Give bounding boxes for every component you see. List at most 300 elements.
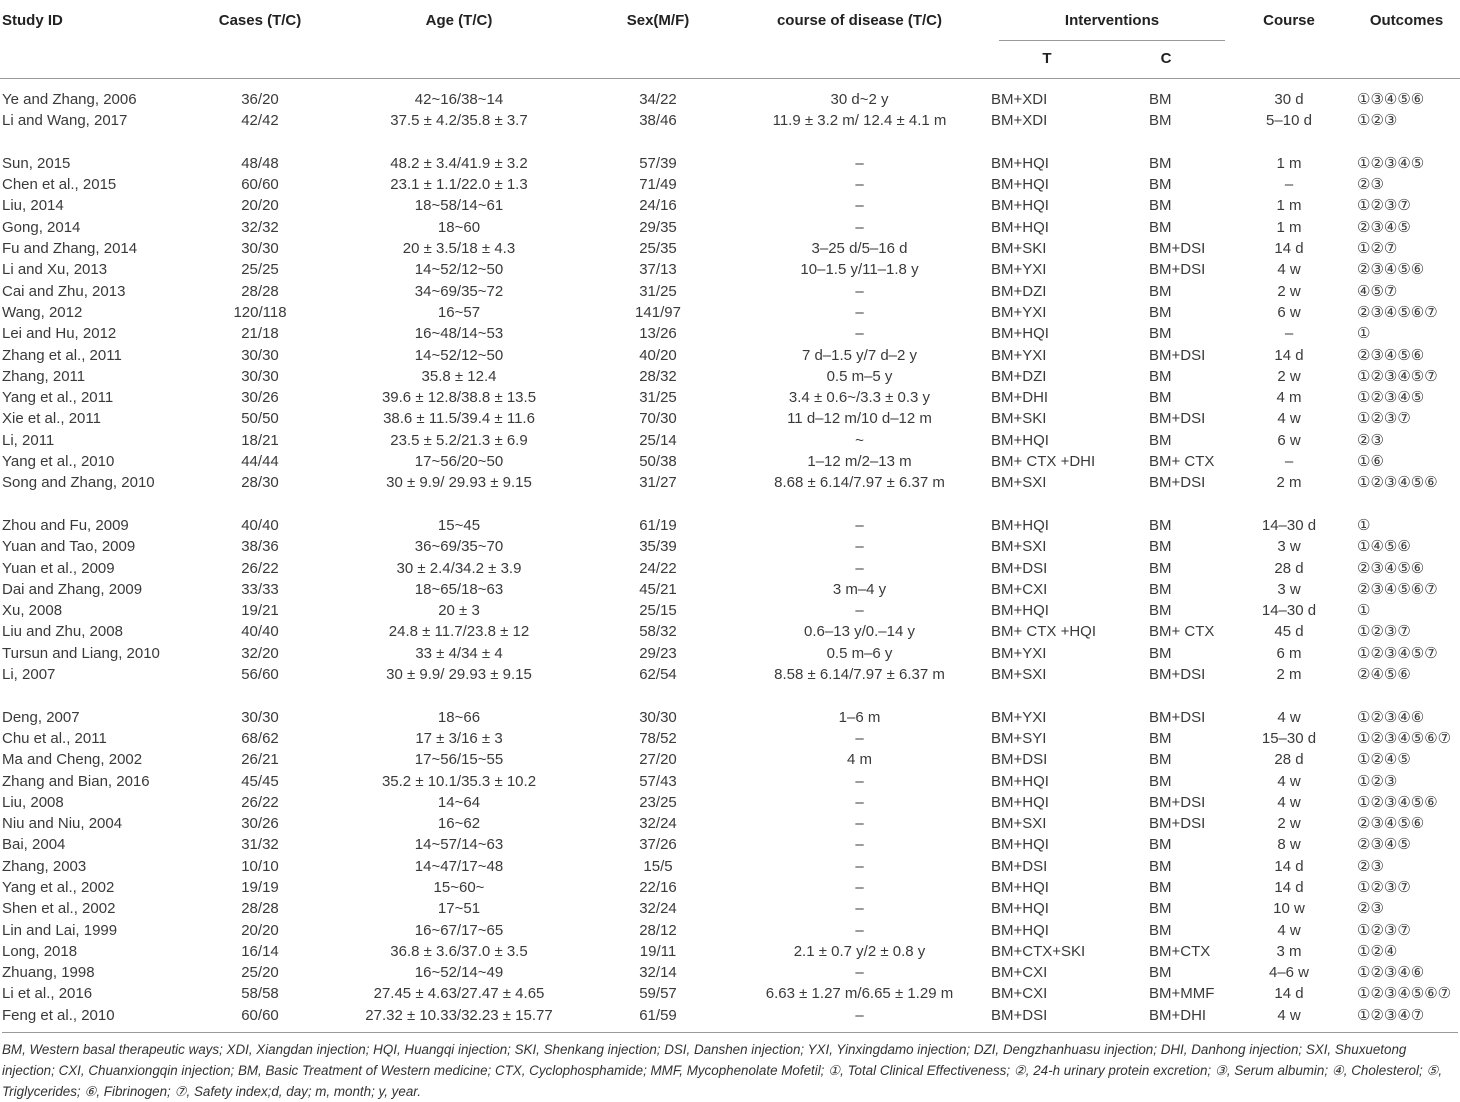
cell-intervention-c: BM+DSI (1149, 793, 1206, 811)
cell-cases: 120/118 (233, 303, 287, 321)
cell-cases: 16/14 (241, 942, 279, 960)
cell-course-of-disease: 1–6 m (838, 708, 881, 726)
cell-cases: 26/21 (241, 751, 279, 769)
cell-cases: 25/25 (241, 261, 279, 279)
cell-course-of-disease: – (855, 1006, 864, 1024)
cell-outcomes: ①②③④⑤⑦ (1357, 367, 1438, 385)
cell-age: 14~47/17~48 (414, 857, 504, 875)
table-row (0, 643, 1460, 664)
cell-course: – (1284, 176, 1294, 194)
cell-outcomes: ①②③⑦ (1357, 197, 1411, 215)
cell-age: 16~52/14~49 (414, 964, 504, 982)
cell-course: 15–30 d (1261, 729, 1317, 747)
cell-intervention-t: BM+DHI (991, 389, 1049, 407)
cell-age: 36~69/35~70 (414, 538, 504, 556)
table-row (0, 856, 1460, 877)
cell-cases: 31/32 (241, 836, 279, 854)
cell-study-id: Zhuang, 1998 (2, 964, 95, 982)
cell-intervention-t: BM+ CTX +DHI (991, 453, 1096, 471)
table-header (0, 0, 1460, 89)
cell-intervention-c: BM (1149, 878, 1172, 896)
cell-age: 18~65/18~63 (414, 580, 504, 598)
table-row (0, 962, 1460, 983)
cell-course: 28 d (1274, 751, 1304, 769)
cell-intervention-c: BM+CTX (1149, 942, 1211, 960)
table-row (0, 323, 1460, 344)
cell-intervention-t: BM+DSI (991, 857, 1048, 875)
cell-sex: 70/30 (639, 410, 677, 428)
cell-sex: 15/5 (643, 857, 673, 875)
cell-intervention-t: BM+HQI (991, 176, 1049, 194)
cell-outcomes: ②③ (1357, 900, 1384, 918)
cell-intervention-t: BM+HQI (991, 793, 1049, 811)
cell-course-of-disease: – (855, 836, 864, 854)
table-row (0, 664, 1460, 707)
cell-sex: 32/24 (639, 815, 677, 833)
cell-outcomes: ①⑥ (1357, 453, 1384, 471)
cell-age: 30 ± 9.9/ 29.93 ± 9.15 (386, 474, 532, 492)
cell-course-of-disease: – (855, 900, 864, 918)
cell-sex: 78/52 (639, 729, 677, 747)
cell-course: 4 w (1277, 261, 1301, 279)
cell-course: 4 w (1277, 793, 1301, 811)
cell-intervention-c: BM+DSI (1149, 346, 1206, 364)
cell-course-of-disease: 30 d~2 y (830, 91, 889, 108)
cell-course: 2 w (1277, 367, 1301, 385)
cell-intervention-c: BM+ CTX (1149, 623, 1215, 641)
cell-course-of-disease: – (855, 921, 864, 939)
table-row (0, 366, 1460, 387)
cell-outcomes: ①④⑤⑥ (1357, 538, 1411, 556)
cell-intervention-t: BM+SXI (991, 474, 1047, 492)
cell-intervention-c: BM (1149, 325, 1172, 343)
cell-course: 5–10 d (1266, 112, 1312, 130)
cell-sex: 35/39 (639, 538, 677, 556)
cell-outcomes: ①②③④⑦ (1357, 1006, 1425, 1024)
cell-course: 2 m (1276, 474, 1302, 492)
cell-outcomes: ②③ (1357, 857, 1384, 875)
table-row (0, 621, 1460, 642)
cell-sex: 13/26 (639, 325, 677, 343)
cell-sex: 37/26 (639, 836, 677, 854)
cell-sex: 30/30 (639, 708, 677, 726)
cell-age: 16~67/17~65 (414, 921, 504, 939)
cell-sex: 28/32 (639, 367, 677, 385)
cell-cases: 30/30 (241, 240, 279, 258)
table-row (0, 195, 1460, 216)
cell-cases: 50/50 (241, 410, 279, 428)
cell-intervention-t: BM+HQI (991, 921, 1049, 939)
cell-study-id: Li, 2011 (2, 431, 55, 449)
cell-sex: 71/49 (639, 176, 677, 194)
cell-study-id: Long, 2018 (2, 942, 78, 960)
cell-age: 14~52/12~50 (414, 261, 504, 279)
cell-course-of-disease: – (855, 325, 864, 343)
cell-study-id: Niu and Niu, 2004 (2, 815, 123, 833)
cell-course: – (1284, 325, 1294, 343)
cell-course-of-disease: 3–25 d/5–16 d (811, 240, 908, 258)
cell-cases: 32/20 (241, 644, 279, 662)
cell-age: 24.8 ± 11.7/23.8 ± 12 (388, 623, 530, 641)
cell-intervention-c: BM (1149, 431, 1172, 449)
cell-sex: 59/57 (639, 985, 677, 1003)
cell-age: 39.6 ± 12.8/38.8 ± 13.5 (381, 389, 537, 407)
cell-age: 48.2 ± 3.4/41.9 ± 3.2 (390, 154, 528, 172)
header-course-of-disease: course of disease (T/C) (776, 12, 943, 29)
cell-outcomes: ①②③④⑤⑥⑦ (1357, 729, 1452, 747)
cell-course-of-disease: 8.68 ± 6.14/7.97 ± 6.37 m (774, 474, 945, 492)
cell-course-of-disease: 2.1 ± 0.7 y/2 ± 0.8 y (793, 942, 926, 960)
cell-course-of-disease: 11.9 ± 3.2 m/ 12.4 ± 4.1 m (772, 112, 947, 130)
cell-cases: 26/22 (241, 559, 279, 577)
cell-cases: 20/20 (241, 921, 279, 939)
cell-course: 4–6 w (1268, 964, 1310, 982)
cell-intervention-c: BM (1149, 516, 1172, 534)
cell-sex: 32/24 (639, 900, 677, 918)
cell-study-id: Bai, 2004 (2, 836, 66, 854)
table-row (0, 941, 1460, 962)
cell-intervention-t: BM+HQI (991, 154, 1049, 172)
cell-course: 4 w (1277, 772, 1301, 790)
cell-sex: 31/25 (639, 282, 677, 300)
cell-study-id: Yang et al., 2011 (2, 389, 114, 407)
cell-course: 4 w (1277, 921, 1301, 939)
cell-age: 14~57/14~63 (414, 836, 504, 854)
cell-outcomes: ①②③ (1357, 772, 1398, 790)
cell-age: 35.8 ± 12.4 (421, 367, 497, 385)
cell-age: 23.5 ± 5.2/21.3 ± 6.9 (390, 431, 528, 449)
cell-intervention-t: BM+YXI (991, 261, 1047, 279)
cell-study-id: Yang et al., 2010 (2, 453, 115, 471)
cell-course: 1 m (1276, 197, 1302, 215)
cell-intervention-c: BM (1149, 644, 1172, 662)
cell-study-id: Li and Wang, 2017 (2, 112, 128, 130)
cell-course-of-disease: – (855, 793, 864, 811)
cell-course: 14 d (1274, 878, 1304, 896)
cell-age: 16~57 (437, 303, 481, 321)
cell-age: 30 ± 9.9/ 29.93 ± 9.15 (386, 666, 532, 684)
cell-course: 1 m (1276, 154, 1302, 172)
cell-intervention-t: BM+ CTX +HQI (991, 623, 1097, 641)
cell-course: 6 w (1277, 303, 1301, 321)
cell-course-of-disease: 3.4 ± 0.6~/3.3 ± 0.3 y (788, 389, 931, 407)
cell-age: 33 ± 4/34 ± 4 (415, 644, 503, 662)
cell-intervention-t: BM+DSI (991, 751, 1048, 769)
cell-course: 30 d (1274, 91, 1304, 108)
cell-cases: 33/33 (241, 580, 279, 598)
cell-sex: 58/32 (639, 623, 677, 641)
cell-course: 14 d (1274, 985, 1304, 1003)
cell-age: 34~69/35~72 (414, 282, 504, 300)
cell-study-id: Dai and Zhang, 2009 (2, 580, 143, 598)
cell-intervention-c: BM+DSI (1149, 410, 1206, 428)
table-row (0, 430, 1460, 451)
cell-intervention-t: BM+HQI (991, 431, 1049, 449)
cell-intervention-c: BM (1149, 303, 1172, 321)
cell-outcomes: ②③ (1357, 176, 1384, 194)
cell-cases: 30/30 (241, 367, 279, 385)
cell-age: 20 ± 3 (438, 602, 480, 620)
cell-course-of-disease: 0.6–13 y/0.–14 y (804, 623, 915, 641)
cell-cases: 30/26 (241, 389, 279, 407)
cell-course: 3 m (1276, 942, 1302, 960)
cell-age: 27.32 ± 10.33/32.23 ± 15.77 (365, 1006, 553, 1024)
cell-cases: 26/22 (241, 793, 279, 811)
cell-cases: 30/30 (241, 708, 279, 726)
cell-sex: 29/23 (639, 644, 677, 662)
cell-course: 4 w (1277, 1006, 1301, 1024)
cell-outcomes: ①②③⑦ (1357, 878, 1411, 896)
cell-course: 6 w (1277, 431, 1301, 449)
cell-outcomes: ①②③⑦ (1357, 410, 1411, 428)
cell-sex: 57/43 (639, 772, 677, 790)
cell-course: – (1284, 453, 1294, 471)
table-row (0, 281, 1460, 302)
cell-sex: 31/27 (639, 474, 677, 492)
cell-outcomes: ①②⑦ (1357, 240, 1398, 258)
cell-outcomes: ① (1357, 325, 1371, 343)
cell-outcomes: ①③④⑤⑥ (1357, 91, 1425, 108)
cell-study-id: Zhang, 2011 (2, 367, 86, 385)
cell-course: 14 d (1274, 857, 1304, 875)
cell-course-of-disease: 0.5 m–5 y (826, 367, 893, 385)
cell-sex: 31/25 (639, 389, 677, 407)
cell-study-id: Feng et al., 2010 (2, 1006, 115, 1024)
cell-age: 16~62 (437, 815, 481, 833)
cell-age: 15~45 (437, 516, 481, 534)
cell-cases: 42/42 (241, 112, 279, 130)
cell-course-of-disease: 7 d–1.5 y/7 d–2 y (801, 346, 918, 364)
cell-sex: 37/13 (639, 261, 677, 279)
cell-cases: 25/20 (241, 964, 279, 982)
table-row (0, 813, 1460, 834)
cell-age: 18~60 (437, 218, 481, 236)
cell-course: 45 d (1274, 623, 1304, 641)
table-row (0, 771, 1460, 792)
table-row (0, 472, 1460, 515)
cell-cases: 38/36 (241, 538, 279, 556)
cell-age: 17 ± 3/16 ± 3 (415, 729, 503, 747)
cell-study-id: Gong, 2014 (2, 218, 81, 236)
cell-intervention-t: BM+HQI (991, 197, 1049, 215)
cell-age: 30 ± 2.4/34.2 ± 3.9 (396, 559, 522, 577)
table-row (0, 1005, 1460, 1026)
cell-course: 2 w (1277, 815, 1301, 833)
cell-study-id: Liu, 2008 (2, 793, 64, 811)
cell-study-id: Lin and Lai, 1999 (2, 921, 118, 939)
table-row (0, 217, 1460, 238)
cell-cases: 60/60 (241, 176, 279, 194)
cell-course-of-disease: 0.5 m–6 y (826, 644, 893, 662)
cell-outcomes: ②④⑤⑥ (1357, 666, 1411, 684)
table-row (0, 898, 1460, 919)
cell-intervention-t: BM+YXI (991, 346, 1047, 364)
cell-sex: 40/20 (639, 346, 677, 364)
cell-sex: 38/46 (639, 112, 677, 130)
cell-course-of-disease: – (855, 815, 864, 833)
cell-study-id: Ma and Cheng, 2002 (2, 751, 143, 769)
cell-outcomes: ①②④⑤ (1357, 751, 1411, 769)
cell-intervention-c: BM (1149, 772, 1172, 790)
header-sex: Sex(M/F) (626, 12, 690, 29)
cell-age: 27.45 ± 4.63/27.47 ± 4.65 (373, 985, 545, 1003)
cell-age: 18~66 (437, 708, 481, 726)
cell-intervention-t: BM+YXI (991, 644, 1047, 662)
cell-cases: 21/18 (241, 325, 279, 343)
cell-intervention-t: BM+CXI (991, 580, 1048, 598)
table-row (0, 749, 1460, 770)
table-row (0, 707, 1460, 728)
cell-cases: 45/45 (241, 772, 279, 790)
cell-sex: 22/16 (639, 878, 677, 896)
cell-intervention-c: BM+DSI (1149, 666, 1206, 684)
cell-age: 36.8 ± 3.6/37.0 ± 3.5 (390, 942, 528, 960)
cell-intervention-t: BM+HQI (991, 325, 1049, 343)
cell-age: 17~56/15~55 (414, 751, 504, 769)
header-interventions-label: Interventions (999, 12, 1225, 41)
table-row (0, 536, 1460, 557)
cell-age: 14~52/12~50 (414, 346, 504, 364)
cell-outcomes: ①②③⑦ (1357, 921, 1411, 939)
cell-outcomes: ①②③④⑥ (1357, 964, 1425, 982)
cell-course: 2 m (1276, 666, 1302, 684)
cell-course-of-disease: 8.58 ± 6.14/7.97 ± 6.37 m (774, 666, 945, 684)
cell-study-id: Cai and Zhu, 2013 (2, 282, 126, 300)
cell-intervention-t: BM+HQI (991, 516, 1049, 534)
cell-intervention-c: BM (1149, 538, 1172, 556)
cell-intervention-t: BM+XDI (991, 112, 1048, 130)
cell-study-id: Ye and Zhang, 2006 (2, 91, 137, 108)
cell-study-id: Chen et al., 2015 (2, 176, 117, 194)
cell-age: 37.5 ± 4.2/35.8 ± 3.7 (390, 112, 528, 130)
cell-intervention-c: BM (1149, 580, 1172, 598)
cell-study-id: Wang, 2012 (2, 303, 83, 321)
cell-course: 3 w (1277, 580, 1301, 598)
table-row (0, 408, 1460, 429)
cell-cases: 30/30 (241, 346, 279, 364)
cell-sex: 32/14 (639, 964, 677, 982)
cell-course-of-disease: – (855, 176, 864, 194)
cell-study-id: Shen et al., 2002 (2, 900, 116, 918)
cell-age: 18~58/14~61 (414, 197, 504, 215)
cell-outcomes: ②③ (1357, 431, 1384, 449)
cell-intervention-t: BM+DSI (991, 559, 1048, 577)
cell-sex: 50/38 (639, 453, 677, 471)
cell-intervention-t: BM+SKI (991, 410, 1047, 428)
cell-course: 14–30 d (1261, 602, 1317, 620)
cell-study-id: Li et al., 2016 (2, 985, 93, 1003)
table-row (0, 834, 1460, 855)
header-age: Age (T/C) (425, 12, 493, 29)
cell-sex: 25/15 (639, 602, 677, 620)
cell-outcomes: ①②③⑦ (1357, 623, 1411, 641)
cell-intervention-c: BM (1149, 197, 1172, 215)
table-footnote: BM, Western basal therapeutic ways; XDI, Xiangdan injection; HQI, Huangqi injection; SKI, Shenkang injection; DSI, Danshen injection; YXI, Yinxingdamo injection; DZI, Dengzhanhuasu injection; DHI, Danhong injection; SXI, Shuxuetong injection; CXI, Chuanxiongqin injection; BM, Basic Treatment of Western medicine; CTX, Cyclophosphamide; MMF, Mycophenolate Mofetil; ①, Total Clinical Effectiveness; ②, 24-h urinary protein excretion; ③, Serum albumin; ④, Cholesterol; ⑤, Triglycerides; ⑥, Fibrinogen; ⑦, Safety index;d, day; m, month; y, year. (2, 1032, 1458, 1102)
cell-study-id: Yuan and Tao, 2009 (2, 538, 136, 556)
cell-course: 14–30 d (1261, 516, 1317, 534)
table-row (0, 515, 1460, 536)
cell-course-of-disease: – (855, 602, 864, 620)
cell-course: 4 w (1277, 708, 1301, 726)
cell-sex: 34/22 (639, 91, 677, 108)
cell-intervention-c: BM (1149, 282, 1172, 300)
cell-course-of-disease: – (855, 154, 864, 172)
cell-study-id: Lei and Hu, 2012 (2, 325, 117, 343)
cell-intervention-t: BM+XDI (991, 91, 1048, 108)
cell-course-of-disease: 1–12 m/2–13 m (807, 453, 912, 471)
cell-course: 10 w (1273, 900, 1305, 918)
cell-outcomes: ②③④⑤⑥⑦ (1357, 580, 1438, 598)
cell-outcomes: ①②③④⑤⑥⑦ (1357, 985, 1452, 1003)
cell-outcomes: ① (1357, 516, 1371, 534)
cell-intervention-t: BM+DZI (991, 367, 1047, 385)
cell-cases: 18/21 (241, 431, 279, 449)
cell-sex: 19/11 (639, 942, 677, 960)
cell-outcomes: ②③④⑤⑥ (1357, 815, 1425, 833)
cell-intervention-c: BM (1149, 112, 1172, 130)
cell-study-id: Song and Zhang, 2010 (2, 474, 155, 492)
cell-intervention-c: BM+ CTX (1149, 453, 1215, 471)
cell-study-id: Tursun and Liang, 2010 (2, 644, 160, 662)
cell-outcomes: ①②③ (1357, 112, 1398, 130)
cell-course-of-disease: – (855, 964, 864, 982)
cell-course-of-disease: – (855, 857, 864, 875)
table-row (0, 302, 1460, 323)
cell-outcomes: ②③④⑤ (1357, 836, 1411, 854)
cell-intervention-c: BM (1149, 559, 1172, 577)
table-row (0, 259, 1460, 280)
table-row (0, 579, 1460, 600)
cell-age: 35.2 ± 10.1/35.3 ± 10.2 (381, 772, 537, 790)
cell-cases: 19/21 (241, 602, 279, 620)
cell-sex: 25/14 (639, 431, 677, 449)
table-row (0, 174, 1460, 195)
cell-intervention-t: BM+DSI (991, 1006, 1048, 1024)
cell-sex: 25/35 (639, 240, 677, 258)
header-cases: Cases (T/C) (218, 12, 302, 29)
cell-intervention-t: BM+CTX+SKI (991, 942, 1086, 960)
cell-sex: 28/12 (639, 921, 677, 939)
cell-intervention-c: BM (1149, 729, 1172, 747)
table-row (0, 387, 1460, 408)
cell-outcomes: ①②③④⑥ (1357, 708, 1425, 726)
cell-outcomes: ①②③④⑤⑦ (1357, 644, 1438, 662)
cell-age: 23.1 ± 1.1/22.0 ± 1.3 (390, 176, 528, 194)
header-course: Course (1263, 12, 1315, 29)
cell-intervention-c: BM (1149, 751, 1172, 769)
cell-intervention-c: BM (1149, 921, 1172, 939)
cell-age: 20 ± 3.5/18 ± 4.3 (402, 240, 516, 258)
cell-intervention-c: BM+DSI (1149, 261, 1206, 279)
cell-sex: 61/19 (639, 516, 677, 534)
cell-intervention-c: BM (1149, 91, 1172, 108)
cell-intervention-t: BM+YXI (991, 303, 1047, 321)
cell-course-of-disease: – (855, 282, 864, 300)
cell-sex: 27/20 (639, 751, 677, 769)
table-row (0, 345, 1460, 366)
cell-intervention-c: BM (1149, 836, 1172, 854)
cell-course-of-disease: 3 m–4 y (832, 580, 887, 598)
cell-intervention-t: BM+YXI (991, 708, 1047, 726)
cell-sex: 23/25 (639, 793, 677, 811)
cell-cases: 56/60 (241, 666, 279, 684)
cell-intervention-c: BM (1149, 964, 1172, 982)
cell-intervention-c: BM+DSI (1149, 815, 1206, 833)
cell-course: 8 w (1277, 836, 1301, 854)
cell-study-id: Yuan et al., 2009 (2, 559, 115, 577)
cell-intervention-t: BM+DZI (991, 282, 1047, 300)
cell-intervention-c: BM (1149, 154, 1172, 172)
